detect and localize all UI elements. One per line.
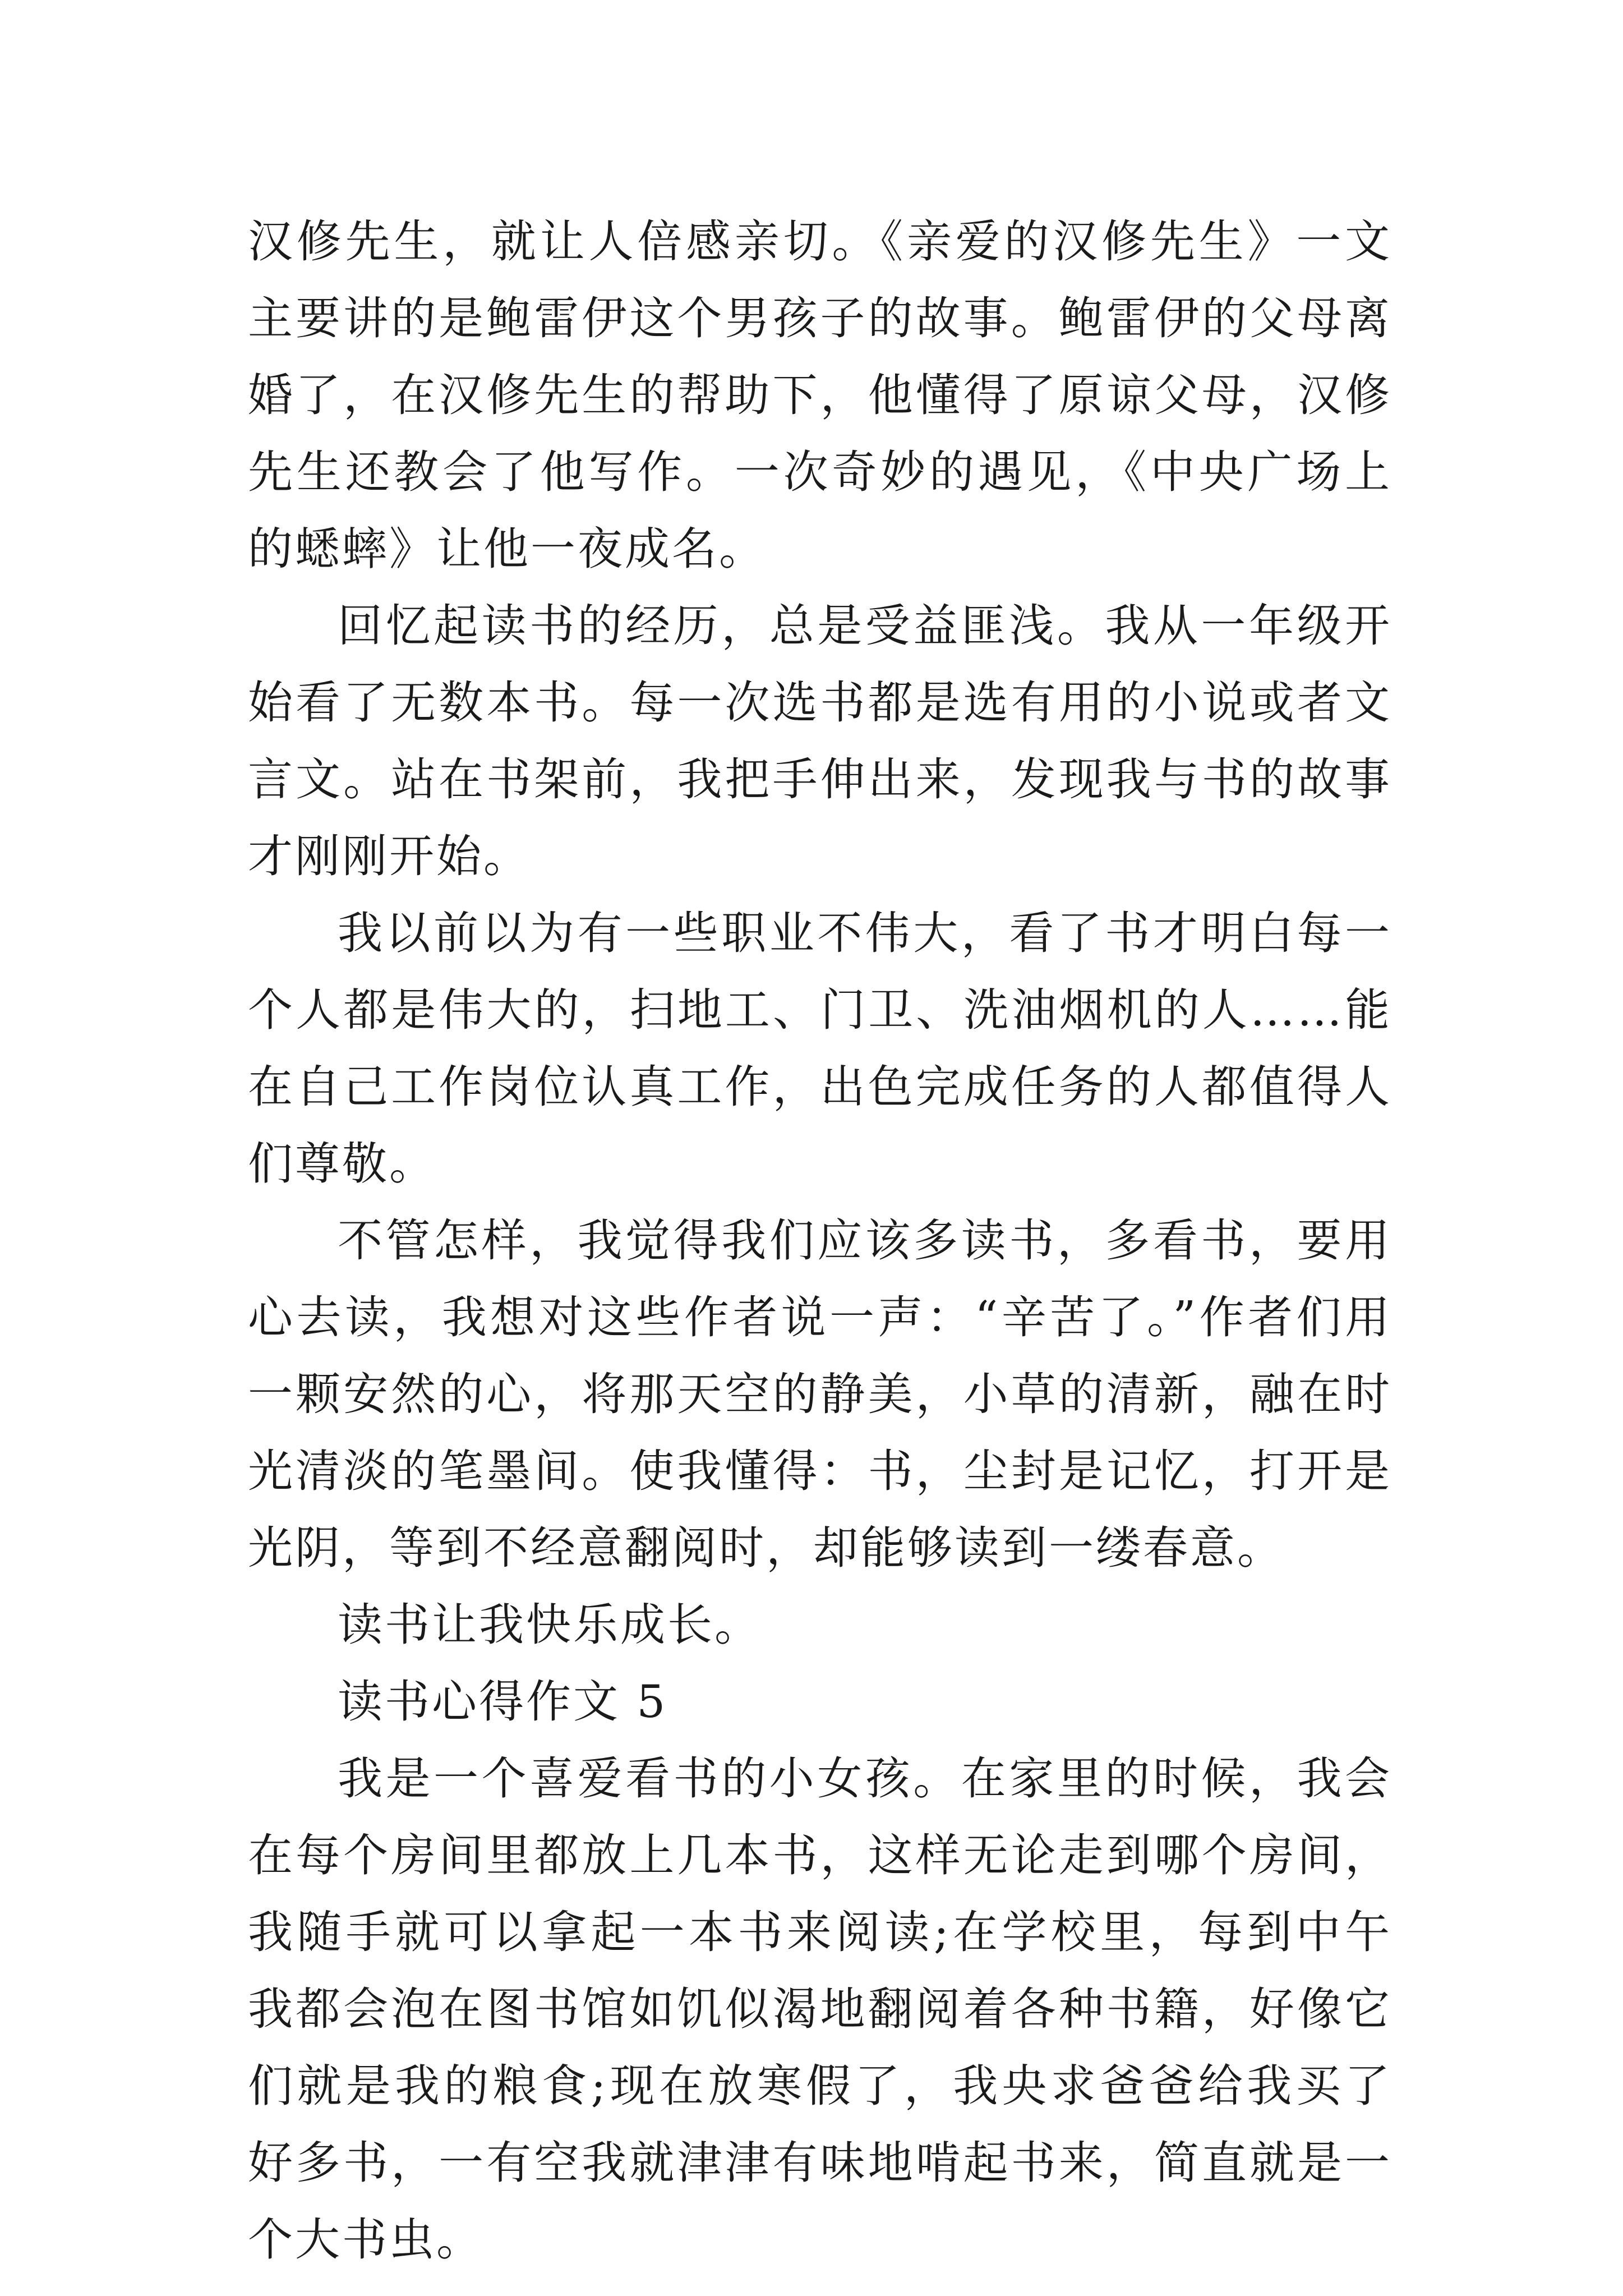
paragraph-5: 读书让我快乐成长。 (338, 1599, 762, 1651)
paragraph-4: 不管怎样，我觉得我们应该多读书，多看书，要用心去读，我想对这些作者说一声：“辛苦了。”作者们用一颗安然的心，将那天空的静美，小草的清新，融在时光清淡的笔墨间。使我懂得：书，尘封是记忆，打开是光阴，等到不经意翻阅时，却能够读到一缕春意。 (248, 1214, 1392, 1574)
document-body (248, 203, 1392, 2278)
paragraph-3: 我以前以为有一些职业不伟大，看了书才明白每一个人都是伟大的，扫地工、门卫、洗油烟机的人……能在自己工作岗位认真工作，出色完成任务的人都值得人们尊敬。 (248, 907, 1392, 1190)
section-heading: 读书心得作文 5 (338, 1676, 668, 1728)
paragraph-2: 回忆起读书的经历，总是受益匪浅。我从一年级开始看了无数本书。每一次选书都是选有用的小说或者文言文。站在书架前，我把手伸出来，发现我与书的故事才刚刚开始。 (248, 600, 1392, 882)
paragraph-1: 汉修先生，就让人倍感亲切。《亲爱的汉修先生》一文主要讲的是鲍雷伊这个男孩子的故事。鲍雷伊的父母离婚了，在汉修先生的帮助下，他懂得了原谅父母，汉修先生还教会了他写作。一次奇妙的遇见，《中央广场上的蟋蟀》让他一夜成名。 (248, 215, 1392, 575)
paragraph-7: 我是一个喜爱看书的小女孩。在家里的时候，我会在每个房间里都放上几本书，这样无论走到哪个房间，我随手就可以拿起一本书来阅读;在学校里，每到中午我都会泡在图书馆如饥似渴地翻阅着各种书籍，好像它们就是我的粮食;现在放寒假了，我央求爸爸给我买了好多书，一有空我就津津有味地啃起书来，简直就是一个大书虫。 (248, 1752, 1392, 2266)
